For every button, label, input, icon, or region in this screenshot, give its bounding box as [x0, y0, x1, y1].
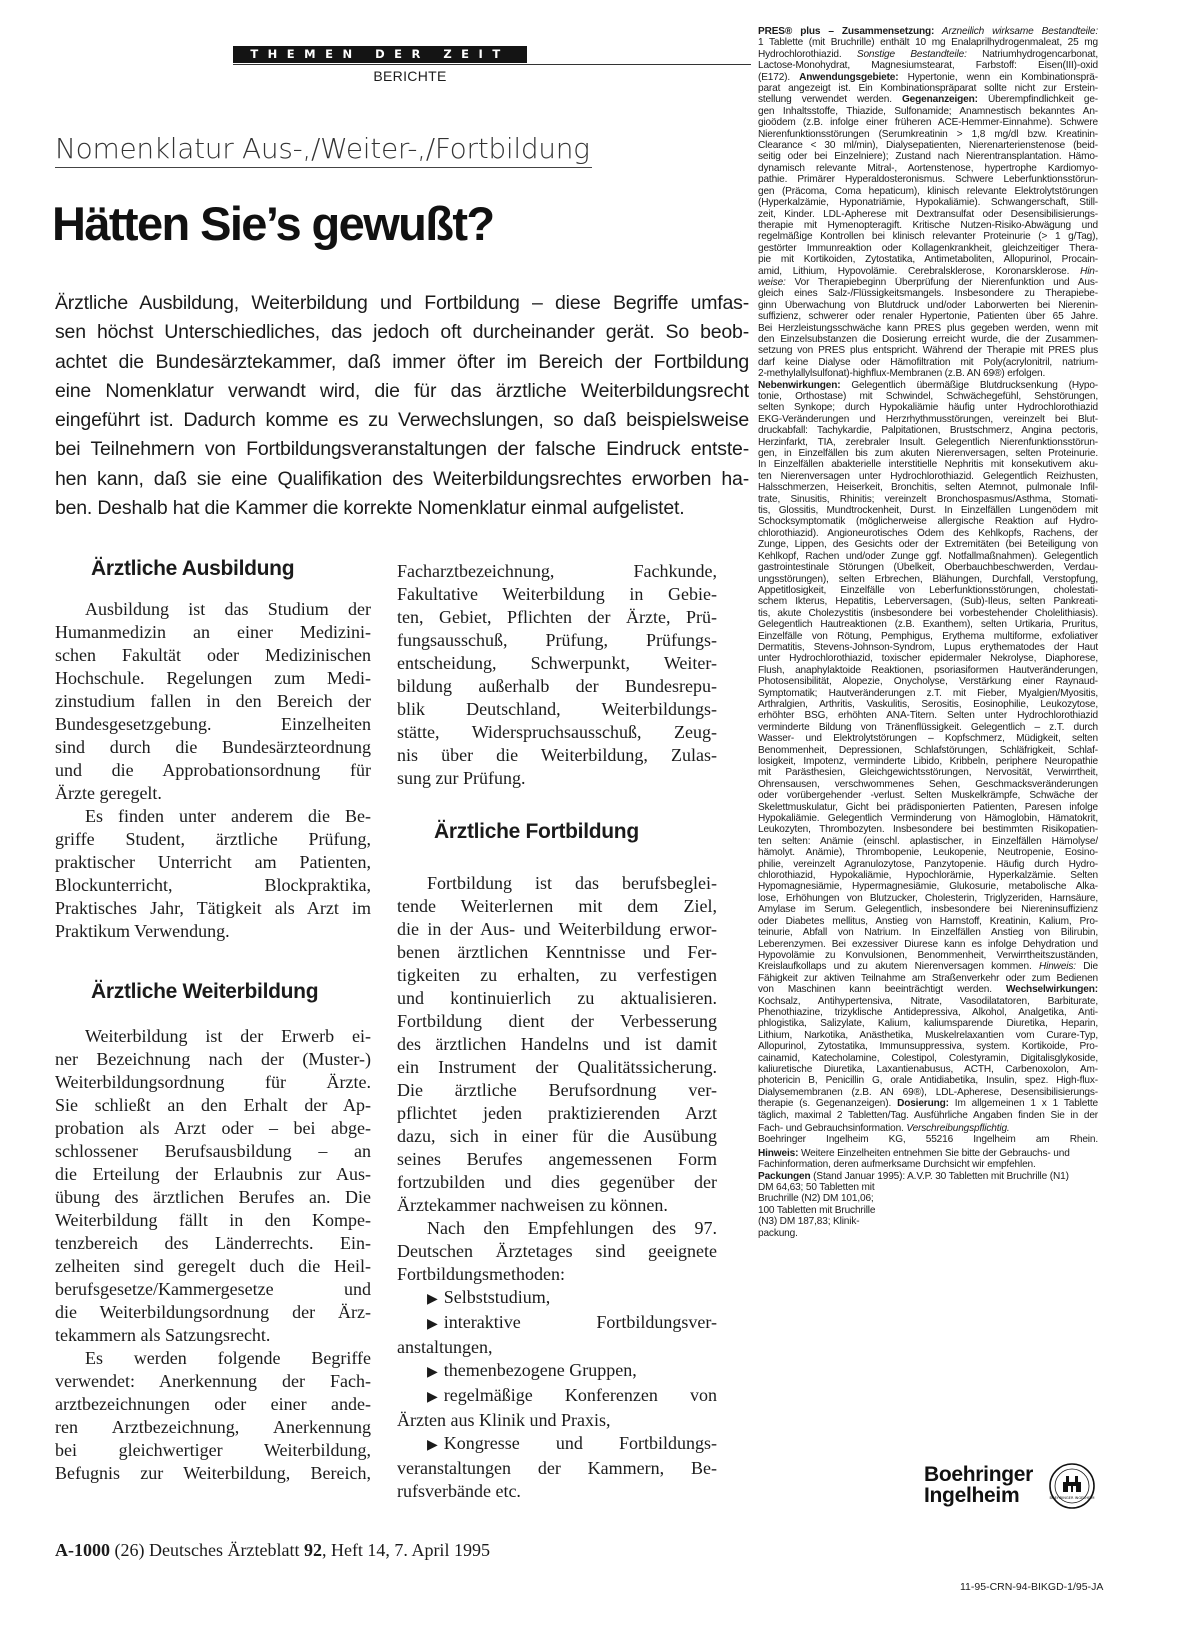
text-line: Deutschen Ärztetages sind geeignete [397, 1241, 717, 1261]
text-line: Blockunterricht, Blockpraktika, [55, 875, 371, 895]
ad-text-line: photericin B, Penicillin G, orale Antidiabetika, Insulin, spez. High-flux- [758, 1075, 1098, 1087]
text-line: Ärztekammer nachweisen zu können. [397, 1195, 668, 1215]
ad-text-line: den Einzelsubstanzen die Dosierung erreicht wurde, die der Zusammen- [758, 333, 1098, 345]
text-line: übung des ärztlichen Berufes an. Die [55, 1187, 371, 1207]
text-line: Hochschule. Regelungen zum Medi- [55, 668, 371, 688]
text-line: Humanmedizin an einer Medizini- [55, 622, 371, 642]
ad-text-line: chlorothiazid). Angioneurotisches Ödem des Kehlkopfs, Rachens, der [758, 527, 1098, 539]
ad-text-line: hämolyt. Anämie), Thrombopenie, Leukopenie, Neutropenie, Eosino- [758, 847, 1098, 859]
topic-underline [55, 167, 592, 168]
ad-text-line: Hypovolämie zu Konvulsionen, Benommenheit, Verwirrtheitszuständen, [758, 949, 1098, 961]
text-line: Ausbildung ist das Studium der [85, 599, 371, 619]
ad-text-line: therapie mit Hymenopteragift. Kritische Nutzen-Risiko-Abwägung und [758, 219, 1098, 231]
text-line: schen Fakultät oder Medizinischen [55, 645, 371, 665]
text-line: Nach den Empfehlungen des 97. [427, 1218, 717, 1238]
ad-text-line: Benommenheit, Depressionen, Schlafstörungen, Schläfrigkeit, Schlaf- [758, 744, 1098, 756]
text-line: ein Instrument der Qualitätssicherung. [397, 1057, 717, 1077]
ad-text-line: erhöhter BSG, erhöhten ANA-Titern. Selten unter Hydrochlorothiazid [758, 710, 1098, 722]
page-number-inner: (26) [114, 1540, 145, 1560]
method-line: ▶ themenbezogene Gruppen, [397, 1359, 717, 1384]
ad-text-line: packung. [758, 1227, 798, 1239]
ad-text-line: amid, Lithium, Hypovolämie. Cerebralsklerose, Koronarsklerose. Hin- [758, 265, 1098, 277]
ad-text-line: Gelegentlich Hautreaktionen (z.B. Exanthem), selten Urtikaria, Pruritus, [758, 619, 1098, 631]
ad-text-line: Dialysemembranen (z.B. AN 69®), LDL-Apherese, Desensibilisierungs- [758, 1086, 1098, 1098]
text-line: ten, Gebiet, Pflichten der Ärzte, Prü- [397, 607, 717, 627]
text-line: probation als Arzt oder – bei abge- [55, 1118, 371, 1138]
text-line: Weiterbildung fällt in den Kompe- [55, 1210, 371, 1230]
ad-code: 11-95-CRN-94-BIKGD-1/95-JA [960, 1581, 1104, 1593]
ad-text-line: ungsstörungen), selten Erbrechen, Blähungen, Durchfall, Verstopfung, [758, 573, 1098, 585]
ad-text-line: täglich, maximal 2 Tabletten/Tag. Ausführliche Angaben finden Sie in der [758, 1109, 1098, 1121]
ad-text-line: Bei Herzleistungsschwäche kann PRES plus gegeben werden, wenn mit [758, 322, 1098, 334]
method-line: anstaltungen, [397, 1337, 493, 1357]
journal-volume: 92 [303, 1540, 322, 1560]
ad-text-line: Kochsalz, Antihypertensiva, Nitrate, Vasodilatatoren, Barbiturate, [758, 995, 1098, 1007]
subheading-text: Ärztliche Weiterbildung [91, 980, 319, 1003]
method-line: Ärzten aus Klinik und Praxis, [397, 1410, 611, 1430]
ad-text-line: lose, Erhöhungen von Blutzucker, Cholesterin, Triglyzeriden, Harnsäure, [758, 892, 1098, 904]
ad-text-line: Packungen (Stand Januar 1995): A.V.P. 30 Tabletten mit Bruchrille (N1) [758, 1170, 1069, 1182]
ad-text-line: Appetitlosigkeit, Einzelfälle von Leberfunktionsstörungen, cholestati- [758, 584, 1098, 596]
text-line: Fortbildung dient der Verbesserung [397, 1011, 717, 1031]
text-line: Praktisches Jahr, Tätigkeit als Arzt im [55, 898, 371, 918]
ad-text-line: gioödem (z.B. infolge einer früheren ACE-Hemmer-Einnahme). Schwere [758, 117, 1098, 129]
section-kicker: THEMEN DER ZEIT [233, 46, 527, 63]
text-line: tende Weiterlernen mit dem Ziel, [397, 896, 717, 916]
ad-text-line: Flush, anaphylaktoide Reaktionen, psoriasiformen Hautveränderungen, [758, 664, 1098, 676]
journal-issue: Heft 14, 7. April 1995 [330, 1540, 490, 1560]
journal-name: Deutsches Ärzteblatt [149, 1540, 300, 1560]
ad-text-line: ten Nierenversagen unter Hydrochlorothiazid. Gelegentlich Reizhusten, [758, 470, 1098, 482]
ad-text-line: selten Synkope; durch Hypokaliämie häufig unter Hydrochlorothiazid [758, 402, 1098, 414]
ad-text-line: Lithium, Narkotika, Anästhetika, Muskelrelaxantien vom Curare-Typ, [758, 1029, 1098, 1041]
page-footer: A-1000 (26) Deutsches Ärzteblatt 92, Heft 14, 7. April 1995 [55, 1540, 490, 1560]
text-line: tigkeiten zu erhalten, zu verfestigen [397, 965, 717, 985]
ad-text-line: pie mit Kortikoiden, Zytostatika, Antimetaboliten, Allopurinol, Procain- [758, 254, 1098, 266]
text-line: schlossener Berufsausbildung – an [55, 1141, 371, 1161]
text-line: die Weiterbildungsordnung der Ärz- [55, 1302, 371, 1322]
method-line: ▶ regelmäßige Konferenzen von [397, 1384, 717, 1409]
section-rubric: BERICHTE [373, 68, 447, 84]
text-line: entscheidung, Schwerpunkt, Weiter- [397, 653, 717, 673]
ad-text-line: Ohrensausen, verschwommenes Sehen, Geschmacksveränderungen [758, 778, 1098, 790]
text-line: Sie schließt an den Erhalt der Ap- [55, 1095, 371, 1115]
ad-text-line: Allopurinol, Zytostatika, Immunsuppressiva, system. Kortikoide, Pro- [758, 1041, 1098, 1053]
ad-text-line: Hydrochlorothiazid. Sonstige Bestandteile: Natriumhydrogencarbonat, [758, 48, 1098, 60]
ad-text-line: chlorothiazid, Hypokaliämie, Hypochlorämie, Hyperkalzämie. Selten [758, 870, 1098, 882]
text-line: zelheiten sind geregelt duch die Heil- [55, 1256, 371, 1276]
ad-text-line: philie, vereinzelt Agranulozytose, Panzytopenie. Häufig durch Hydro- [758, 858, 1098, 870]
ad-text-line: oder vorübergehender -verlust. Selten Muskelkrämpfe, Schwäche der [758, 790, 1098, 802]
ad-text-line: mit Parästhesien, Gleichgewichtsstörungen, Nervosität, Verwirrtheit, [758, 767, 1098, 779]
ad-text-line: regelmäßige Kontrollen bei klinisch relevanter Proteinurie (> 1 g/Tag), [758, 231, 1098, 243]
ad-text-line: cainamid, Katecholamine, Colestipol, Colestyramin, Digitalisglykoside, [758, 1052, 1098, 1064]
ad-text-line: pathie. Primärer Hyperaldosteronismus. Schwere Leberfunktionsstörun- [758, 174, 1098, 186]
ad-text-line: In Einzelfällen abakterielle interstitielle Nephritis mit konsekutivem aku- [758, 459, 1098, 471]
text-line: fungsausschuß, Prüfung, Prüfungs- [397, 630, 717, 650]
text-line: bei gleichwertiger Weiterbildung, [55, 1440, 371, 1460]
header-rule [233, 64, 751, 65]
text-line: nis über die Weiterbildung, Zulas- [397, 745, 717, 765]
ad-text-line: Zunge, Lippen, des Gesichts oder der Extremitäten (bei Beteiligung von [758, 539, 1098, 551]
lead-line: Ärztliche Ausbildung, Weiterbildung und Fortbildung – diese Begriffe umfas- [55, 292, 749, 314]
ad-text-line: Leukozyten, Thrombozyten. Insbesondere bei bestimmten Risikopatien- [758, 824, 1098, 836]
ad-text-line: dynamisch relevante Mitral-, Aortenstenose, hypertrophe Kardiomyo- [758, 162, 1098, 174]
ad-text-line: parat angezeigt ist. Ein Kombinationspräparat sollte nicht zur Erstein- [758, 83, 1098, 95]
text-line: Weiterbildung ist der Erwerb ei- [85, 1026, 371, 1046]
ad-text-line: (Hyperkalzämie, Hyponatriämie, Hypokaliämie). Schwangerschaft, Still- [758, 197, 1098, 209]
bullet-arrow-icon: ▶ [427, 1389, 438, 1405]
ad-text-line: Boehringer Ingelheim KG, 55216 Ingelheim am Rhein. [758, 1134, 1098, 1146]
method-line: ▶ Selbststudium, [397, 1286, 717, 1311]
ad-text-line: (E172). Anwendungsgebiete: Hypertonie, wenn ein Kombinationsprä- [758, 71, 1098, 83]
page-number: A-1000 [55, 1540, 110, 1560]
drug-advertisement [758, 26, 1098, 1239]
ad-text-line: Lactose-Monohydrat, Magnesiumstearat, Farbstoff: Eisen(III)-oxid [758, 60, 1098, 72]
text-line: tenzbereich des Länderrechts. Ein- [55, 1233, 371, 1253]
lead-paragraph [55, 289, 749, 523]
ad-text-line: schem Ikterus, Hepatitis, Leberversagen, (Sub)-Ileus, selten Pankreati- [758, 596, 1098, 608]
ad-text-line: Wasser- und Elektrolytstörungen – Kopfschmerz, Müdigkeit, selten [758, 733, 1098, 745]
text-line: Die ärztliche Berufsordnung ver- [397, 1080, 717, 1100]
ad-text-line: Bruchrille (N2) DM 101,06; [758, 1193, 874, 1205]
text-line: Weiterbildungsordnung für Ärzte. [55, 1072, 371, 1092]
text-line: seines Berufes angemessenen Form [397, 1149, 717, 1169]
text-line: Fakultative Weiterbildung in Gebie- [397, 584, 717, 604]
bullet-arrow-icon: ▶ [427, 1291, 438, 1307]
logo-seal-icon [1048, 1462, 1096, 1510]
ad-text-line: darf keine Dialyse oder Hämofiltration mit Poly(acrylonitril, natrium- [758, 356, 1098, 368]
ad-text-line: gestörter Immunreaktion oder Kollagenkrankheit, gleichzeitiger Thera- [758, 242, 1098, 254]
lead-line: eingeführt ist. Dadurch komme es zu Verwechslungen, so daß beispielsweise [55, 409, 749, 432]
boehringer-logo [924, 1462, 1104, 1522]
ad-text-line: Nierenfunktionsstörungen (Serumkreatinin > 1,8 mg/dl bzw. Kreatinin- [758, 128, 1098, 140]
ad-text-line: losigkeit, Impotenz, verminderte Libido, Kribbeln, periphere Neuropathie [758, 756, 1098, 767]
ad-text-line: (N3) DM 187,83; Klinik- [758, 1216, 860, 1228]
ad-text-line: kaliuretische Diuretika, Laxantienabusus, ACTH, Carbenoxolon, Am- [758, 1063, 1098, 1075]
text-line: Fortbildungsmethoden: [397, 1264, 565, 1284]
ad-text-line: 1 Tablette (mit Bruchrille) enthält 10 mg Enalaprilhydrogenmaleat, 25 mg [758, 37, 1098, 49]
lead-line: ben. Deshalb hat die Kammer die korrekte Nomenklatur einmal aufgelistet. [55, 497, 685, 520]
ad-text-line: Phenothiazine, trizyklische Antidepressiva, Alkohol, Analgetika, Anti- [758, 1006, 1098, 1018]
subheading-text: Ärztliche Ausbildung [91, 557, 295, 580]
text-line: Facharztbezeichnung, Fachkunde, [397, 561, 717, 581]
text-line: bildung außerhalb der Bundesrepu- [397, 676, 717, 696]
ad-text-line: gen Inhaltsstoffe, Thiazide, Sulfonamide; Anamnestisch bekanntes An- [758, 105, 1098, 117]
ad-text-line: DM 64,63; 50 Tabletten mit [758, 1182, 875, 1194]
text-line: griffe Student, ärztliche Prüfung, [55, 829, 371, 849]
text-line: benen ärztlichen Kenntnisse und Fer- [397, 942, 717, 962]
ad-text-line: Hinweis: Weitere Einzelheiten entnehmen Sie bitte der Gebrauchs- und [758, 1147, 1070, 1159]
ad-text-line: tis, Glossitis, Mundtrockenheit, Durst. In Einzelfällen Lungenödem mit [758, 505, 1098, 517]
ad-text-line: zeit, Kinder. LDL-Apherese mit Dextransulfat oder Desensibilisierungs- [758, 208, 1098, 220]
ad-text-line: seitig oder bei Einzelniere); Zustand nach Nierentransplantation. Hämo- [758, 151, 1098, 163]
ad-text-line: gastrointestinale Störungen (Übelkeit, Oberbauchbeschwerden, Verdau- [758, 562, 1098, 574]
text-line: fortzubilden und dies gegenüber der [397, 1172, 717, 1192]
method-line: ▶ interaktive Fortbildungsver- [397, 1311, 717, 1336]
ad-text-line: oder Diabetes mellitus, Anstieg von Harnstoff, Kreatinin, Kalium, Pro- [758, 915, 1098, 927]
article-column-2 [397, 560, 717, 1503]
lead-line: bei Teilnehmern von Fortbildungsveranstaltungen der falsche Eindruck entste- [55, 438, 749, 461]
ad-text-line: teinurie, Abfall von Natrium. In Einzelfällen Anstieg von Bilirubin, [758, 927, 1098, 939]
ad-text-line: druckabfall: Tachykardie, Palpitationen, Brustschmerz, Angina pectoris, [758, 425, 1098, 437]
ad-text-line: Fach- und Gebrauchsinformation. Verschreibungspflichtig. [758, 1123, 1010, 1134]
text-line: Es werden folgende Begriffe [85, 1348, 371, 1368]
text-line: sind durch die Bundesärzteordnung [55, 737, 371, 757]
ad-text-line: unter Hydrochlorothiazid, toxischer epidermaler Nekrolyse, Diaphorese, [758, 653, 1098, 665]
text-line: die in der Aus- und Weiterbildung erwor- [397, 919, 717, 939]
method-line: rufsverbände etc. [397, 1481, 521, 1501]
text-line: blik Deutschland, Weiterbildungs- [397, 699, 717, 719]
ad-text-line: Symptomatik; Hautveränderungen z.T. mit Fieber, Myalgien/Myositis, [758, 687, 1098, 699]
ad-text-line: Hypomagnesiämie, Hypermagnesiämie, Glukosurie, metabolische Alka- [758, 881, 1098, 893]
ad-text-line: Fachinformation, deren aufmerksame Durchsicht wir empfehlen. [758, 1159, 1036, 1171]
subheading-text: Ärztliche Fortbildung [434, 820, 639, 843]
ad-text-line: Schocksymptomatik (möglicherweise allergische Reaktion auf Hydro- [758, 516, 1098, 528]
text-line: Bundesgesetzgebung. Einzelheiten [55, 714, 371, 734]
text-line: sung zur Prüfung. [397, 768, 526, 788]
ad-text-line: gleich eines Salz-/Flüssigkeitsmangels. Insbesondere zu Therapiebe- [758, 288, 1098, 300]
text-line: arztbezeichnungen oder einer ande- [55, 1394, 371, 1414]
text-line: praktischer Unterricht am Patienten, [55, 852, 371, 872]
lead-line: hen kann, daß sie eine Qualifikation des Weiterbildungsrechtes erworben ha- [55, 467, 749, 490]
ad-text-line: Leberenzymen. Bei exzessiver Diurese kann es infolge Dehydration und [758, 938, 1098, 950]
ad-text-line: tonie, Orthostase) mit Schwindel, Schwächegefühl, Sehstörungen, [758, 391, 1098, 402]
ad-text-line: PRES® plus – Zusammensetzung: Arzneilich wirksame Bestandteile: [758, 26, 1098, 37]
ad-text-line: 2-methylallylsulfonat)-highflux-Membranen (z.B. AN 69®) erfolgen. [758, 368, 1046, 380]
text-line: des ärztlichen Handelns und ist damit [397, 1034, 717, 1054]
ad-text-line: Amylase im Serum. Gelegentlich, insbesondere bei Niereninsuffizienz [758, 904, 1098, 916]
ad-text-line: setzung von PRES plus entspricht. Während der Therapie mit PRES plus [758, 345, 1098, 357]
text-line: tekammern als Satzungsrecht. [55, 1325, 271, 1345]
text-line: Befugnis zur Weiterbildung, Bereich, [55, 1463, 371, 1483]
logo-wordmark: Boehringer Ingelheim [924, 1463, 1034, 1507]
ad-text-line: stellung verwendet werden. Gegenanzeigen: Überempfindlichkeit ge- [758, 94, 1098, 106]
ad-text-line: Herzinfarkt, TIA, zerebraler Insult. Gelegentlich Nierenfunktionsstörun- [758, 436, 1098, 448]
ad-text-line: Nebenwirkungen: Gelegentlich übermäßige Blutdrucksenkung (Hypo- [758, 379, 1098, 391]
text-line: und die Approbationsordnung für [55, 760, 371, 780]
text-line: Fortbildung ist das berufsbeglei- [427, 873, 717, 893]
lead-line: eine Nomenklatur verwandt wird, die für das ärztliche Weiterbildungsrecht [55, 379, 749, 402]
ad-text-line: suffizienz, schwerer oder renaler Hypertonie, Patienten über 65 Jahre. [758, 311, 1098, 323]
ad-text-line: EKG-Veränderungen und Herzrhythmusstörungen, vereinzelt bei Blut- [758, 413, 1098, 425]
ad-text-line: ginn Überwachung von Blutdruck und/oder Laborwerten bei Nierenin- [758, 299, 1098, 311]
logo-seal-text: BOEHRINGER INGELHEIM [1049, 1496, 1095, 1500]
ad-text-line: gen (Präcoma, Coma hepaticum), klinisch relevante Elektrolytstörungen [758, 185, 1098, 197]
ad-text-line: verminderte Bildung von Tränenflüssigkeit. Gelegentlich – z.T. durch [758, 721, 1098, 733]
topic-line: Nomenklatur Aus-,/Weiter-,/Fortbildung [55, 132, 590, 165]
text-line: ner Bezeichnung nach der (Muster-) [55, 1049, 371, 1069]
ad-text-line: Einzelfälle von Rötung, Pemphigus, Erythema multiforme, exfoliativer [758, 630, 1098, 642]
ad-text-line: Dermatitis, Stevens-Johnson-Syndrom, Lupus erythematodes der Haut [758, 641, 1098, 653]
bullet-arrow-icon: ▶ [427, 1364, 438, 1380]
text-line: Ärzte geregelt. [55, 783, 162, 803]
ad-text-line: Kreislaufkollaps und zu akutem Nierenversagen kommen. Hinweis: Die [758, 961, 1098, 973]
ad-text-line: von Maschinen kann beeinträchtigt werden. Wechselwirkungen: [758, 984, 1098, 996]
ad-text-line: Hypokaliämie. Gelegentlich Verminderung von Hämoglobin, Hämatokrit, [758, 813, 1098, 825]
ad-text-line: therapie (s. Gegenanzeigen). Dosierung: Im allgemeinen 1 x 1 Tablette [758, 1098, 1098, 1110]
ad-text-line: Fähigkeit zur aktiven Teilnahme am Straßenverkehr oder zum Bedienen [758, 972, 1098, 984]
text-line: pflichtet jeden praktizierenden Arzt [397, 1103, 717, 1123]
lead-line: sen höchst Unterschiedliches, das jedoch oft durcheinander gerät. So beob- [55, 321, 749, 344]
ad-text-line: phlogistika, Salizylate, Kalium, kaliumsparende Diuretika, Heparin, [758, 1018, 1098, 1030]
text-line: verwendet: Anerkennung der Fach- [55, 1371, 371, 1391]
text-line: und kontinuierlich zu aktualisieren. [397, 988, 717, 1008]
method-line: ▶ Kongresse und Fortbildungs- [397, 1432, 717, 1457]
text-line: berufsgesetze/Kammergesetze und [55, 1279, 371, 1299]
ad-text-line: trate, Sinusitis, Rhinitis; vereinzelt Bronchospasmus/Asthma, Stomati- [758, 493, 1098, 505]
ad-text-line: Clearance < 30 ml/min), Dialysepatienten, Nierenarterienstenose (beid- [758, 140, 1098, 152]
ad-text-line: 100 Tabletten mit Bruchrille [758, 1204, 876, 1216]
ad-text-line: Halsschmerzen, Heiserkeit, Bronchitis, selten Atemnot, pulmonale Infil- [758, 482, 1098, 494]
ad-text-line: Arthralgien, Arthritis, Vaskulitis, Serositis, Eosinophilie, Leukozytose, [758, 698, 1098, 710]
ad-text-line: tis, akute Cholezystitis (insbesondere bei vorbestehender Cholelithiasis). [758, 607, 1098, 619]
text-line: ren Arztbezeichnung, Anerkennung [55, 1417, 371, 1437]
text-line: die Erteilung der Erlaubnis zur Aus- [55, 1164, 371, 1184]
ad-text-line: Kehlkopf, Rachen und/oder Zunge ggf. Notfallmaßnahmen). Gelegentlich [758, 550, 1098, 562]
text-line: stätte, Widerspruchsausschuß, Zeug- [397, 722, 717, 742]
ad-text-line: ten selten: Anämie (einschl. aplastischer, in Einzelfällen Hämolyse/ [758, 835, 1098, 847]
text-line: dazu, sich in einer für die Ausübung [397, 1126, 717, 1146]
text-line: Praktikum Verwendung. [55, 921, 230, 941]
article-column-1 [55, 560, 371, 1485]
bullet-arrow-icon: ▶ [427, 1437, 438, 1453]
ad-text-line: gen, in Einzelfällen bis zum akuten Nierenversagen, selten Proteinurie. [758, 448, 1098, 460]
text-line: zinstudium fallen in den Bereich der [55, 691, 371, 711]
text-line: Es finden unter anderem die Be- [85, 806, 371, 826]
ad-text-line: Photosensibilität, Alopezie, Onycholyse, Verstärkung einer Raynaud- [758, 676, 1098, 688]
page-title: Hätten Sie’s gewußt? [52, 197, 494, 250]
lead-line: achtet die Bundesärztekammer, daß immer öfter im Bereich der Fortbildung [55, 350, 749, 373]
bullet-arrow-icon: ▶ [427, 1316, 438, 1332]
method-line: veranstaltungen der Kammern, Be- [397, 1458, 717, 1478]
ad-text-line: Skelettmuskulatur, Gicht bei prädisponierten Patienten, Paresen infolge [758, 801, 1098, 813]
ad-text-line: weise: Vor Therapiebeginn Überprüfung der Nierenfunktion und Aus- [758, 276, 1098, 288]
